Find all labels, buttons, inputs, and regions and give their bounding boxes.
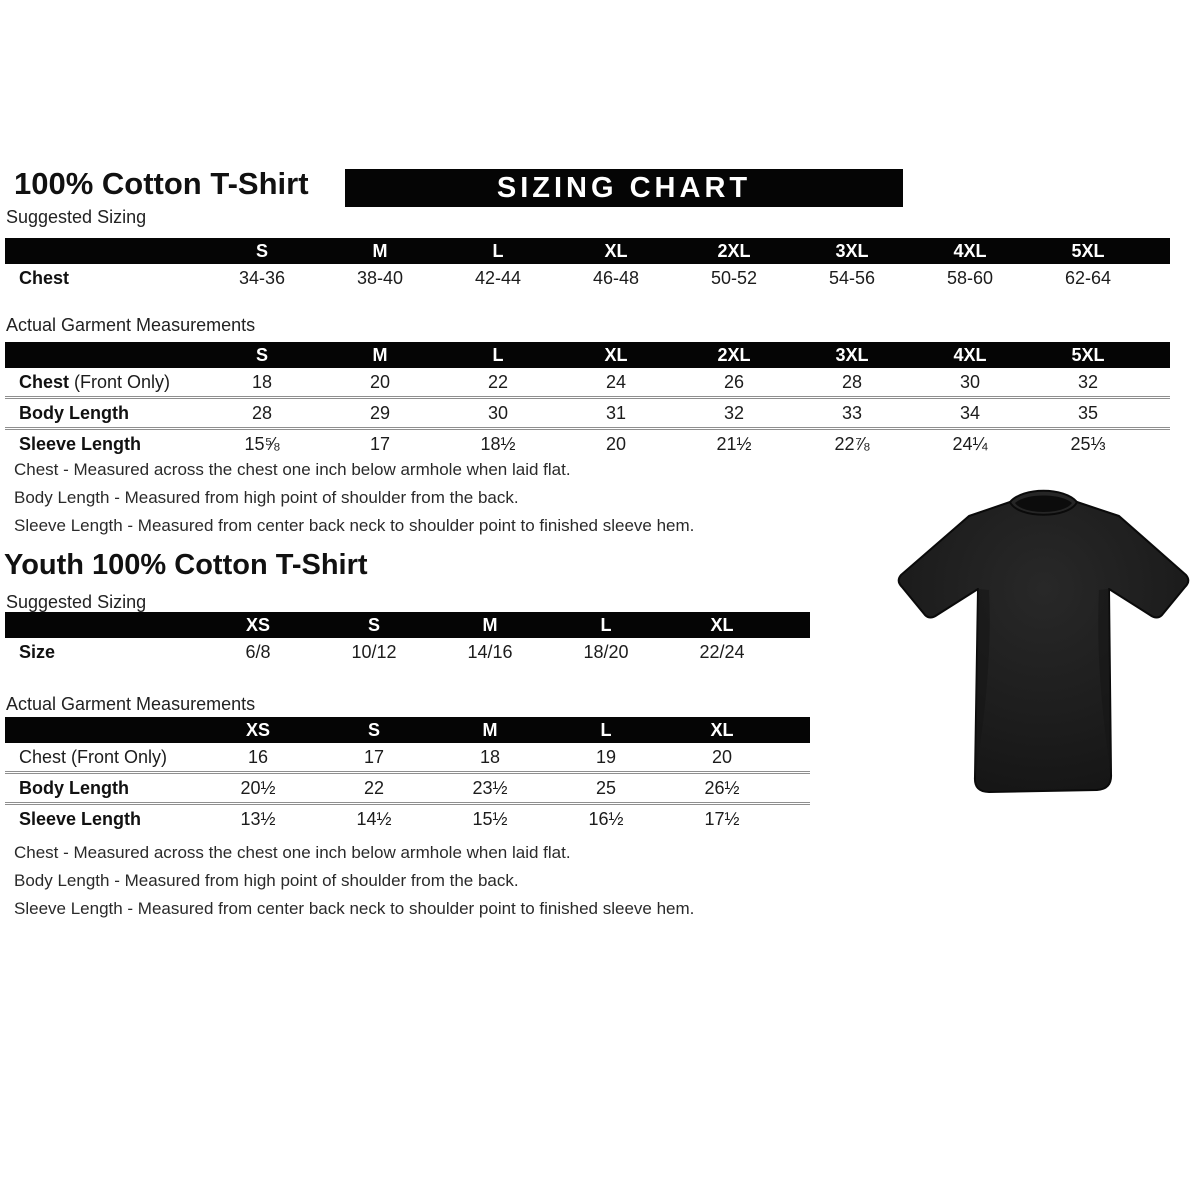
youth-actual-heading: Actual Garment Measurements xyxy=(6,694,256,714)
cell: 14½ xyxy=(356,808,392,829)
cell: 31 xyxy=(605,402,627,423)
cell: 10/12 xyxy=(351,641,397,662)
cell: 30 xyxy=(959,371,981,392)
row-label: Body Length xyxy=(19,777,129,798)
cell: 18½ xyxy=(480,433,516,454)
column-header: 5XL xyxy=(1071,240,1105,261)
cell: 22/24 xyxy=(699,641,745,662)
page-title: 100% Cotton T-Shirt xyxy=(14,166,309,201)
cell: 32 xyxy=(1077,371,1099,392)
table-row-chest xyxy=(5,368,1170,396)
cell: 26½ xyxy=(704,777,740,798)
cell: 46-48 xyxy=(592,267,640,288)
cell: 18/20 xyxy=(583,641,629,662)
cell: 54-56 xyxy=(828,267,876,288)
adult-suggested-table-header xyxy=(5,238,1170,264)
column-header: S xyxy=(255,240,268,261)
cell: 20 xyxy=(711,746,733,767)
row-label: Chest xyxy=(19,371,70,392)
cell: 13½ xyxy=(240,808,276,829)
table-row xyxy=(5,264,1170,292)
cell: 38-40 xyxy=(356,267,404,288)
note-body-length: Body Length - Measured from high point of shoulder from the back. xyxy=(14,488,519,507)
note-sleeve-length: Sleeve Length - Measured from center back neck to shoulder point to finished sleeve hem. xyxy=(14,899,695,918)
column-header: 3XL xyxy=(835,344,869,365)
cell: 14/16 xyxy=(467,641,513,662)
cell: 25 xyxy=(595,777,617,798)
table-row-body-length xyxy=(5,771,810,802)
column-header: XL xyxy=(710,719,734,740)
cell: 42-44 xyxy=(474,267,522,288)
cell: 32 xyxy=(723,402,745,423)
cell: 17 xyxy=(369,433,391,454)
cell: 34-36 xyxy=(238,267,286,288)
column-header: 2XL xyxy=(717,240,751,261)
note-chest: Chest - Measured across the chest one inch below armhole when laid flat. xyxy=(14,460,571,479)
note-body-length: Body Length - Measured from high point of shoulder from the back. xyxy=(14,871,519,890)
sizing-chart-banner-text: SIZING CHART xyxy=(496,171,752,204)
row-label: Sleeve Length xyxy=(19,433,142,454)
black-tshirt-graphic xyxy=(893,470,1195,808)
column-header: M xyxy=(482,719,498,740)
adult-actual-table xyxy=(5,342,1170,458)
cell: 33 xyxy=(841,402,863,423)
cell: 20½ xyxy=(240,777,276,798)
row-label: Size xyxy=(19,641,56,662)
table-row-sleeve-length xyxy=(5,802,810,833)
column-header: 4XL xyxy=(953,344,987,365)
column-header: XL xyxy=(710,614,734,635)
cell: 17½ xyxy=(704,808,740,829)
column-header: S xyxy=(255,344,268,365)
cell: 28 xyxy=(251,402,273,423)
adult-suggested-heading: Suggested Sizing xyxy=(6,207,147,227)
column-header: XS xyxy=(245,614,270,635)
cell: 23½ xyxy=(472,777,508,798)
cell: 20 xyxy=(605,433,627,454)
note-chest: Chest - Measured across the chest one inch below armhole when laid flat. xyxy=(14,843,571,862)
column-header: M xyxy=(482,614,498,635)
sizing-chart-banner xyxy=(345,169,903,207)
column-header: M xyxy=(372,344,388,365)
cell: 29 xyxy=(369,402,391,423)
note-sleeve-length: Sleeve Length - Measured from center back neck to shoulder point to finished sleeve hem. xyxy=(14,516,695,535)
column-header: XS xyxy=(245,719,270,740)
column-header: S xyxy=(367,614,380,635)
column-header: XL xyxy=(604,240,628,261)
cell: 16½ xyxy=(588,808,624,829)
adult-suggested-table xyxy=(5,238,1170,292)
cell: 24¼ xyxy=(952,433,988,454)
cell: 15⅝ xyxy=(244,433,280,454)
column-header: L xyxy=(492,344,504,365)
cell: 19 xyxy=(595,746,617,767)
cell: 18 xyxy=(251,371,273,392)
cell: 22 xyxy=(363,777,385,798)
cell: 25⅓ xyxy=(1070,433,1106,454)
cell: 18 xyxy=(479,746,501,767)
youth-notes xyxy=(14,843,694,927)
youth-actual-table xyxy=(5,717,810,833)
column-header: L xyxy=(600,614,612,635)
cell: 22 xyxy=(487,371,509,392)
row-label: Chest (Front Only) xyxy=(19,746,168,767)
youth-suggested-heading: Suggested Sizing xyxy=(6,592,147,612)
row-label: Body Length xyxy=(19,402,129,423)
cell: 15½ xyxy=(472,808,508,829)
youth-actual-table-header xyxy=(5,717,810,743)
cell: 17 xyxy=(363,746,385,767)
column-header: 3XL xyxy=(835,240,869,261)
cell: 50-52 xyxy=(710,267,758,288)
column-header: L xyxy=(600,719,612,740)
table-row-body-length xyxy=(5,396,1170,427)
youth-suggested-table xyxy=(5,612,810,666)
adult-notes xyxy=(14,460,694,544)
cell: 26 xyxy=(723,371,745,392)
cell: 62-64 xyxy=(1064,267,1112,288)
adult-actual-heading: Actual Garment Measurements xyxy=(6,315,256,335)
column-header: XL xyxy=(604,344,628,365)
cell: 30 xyxy=(487,402,509,423)
cell: 58-60 xyxy=(946,267,994,288)
cell: 28 xyxy=(841,371,863,392)
cell: 21½ xyxy=(716,433,752,454)
adult-actual-table-header xyxy=(5,342,1170,368)
cell: 16 xyxy=(247,746,269,767)
column-header: 2XL xyxy=(717,344,751,365)
cell: 22⅞ xyxy=(834,433,870,454)
tshirt-image xyxy=(893,470,1195,808)
youth-title: Youth 100% Cotton T-Shirt xyxy=(4,549,368,581)
cell: 35 xyxy=(1077,402,1099,423)
column-header: L xyxy=(492,240,504,261)
row-label: Sleeve Length xyxy=(19,808,142,829)
cell: 34 xyxy=(959,402,981,423)
table-row-chest xyxy=(5,743,810,771)
row-label: Chest xyxy=(19,267,70,288)
cell: 20 xyxy=(369,371,391,392)
cell: 6/8 xyxy=(245,641,271,662)
column-header: S xyxy=(367,719,380,740)
column-header: M xyxy=(372,240,388,261)
table-row-size xyxy=(5,638,810,666)
table-row-sleeve-length xyxy=(5,427,1170,458)
column-header: 5XL xyxy=(1071,344,1105,365)
row-label-note: (Front Only) xyxy=(69,371,171,392)
cell: 24 xyxy=(605,371,627,392)
youth-suggested-table-header xyxy=(5,612,810,638)
column-header: 4XL xyxy=(953,240,987,261)
